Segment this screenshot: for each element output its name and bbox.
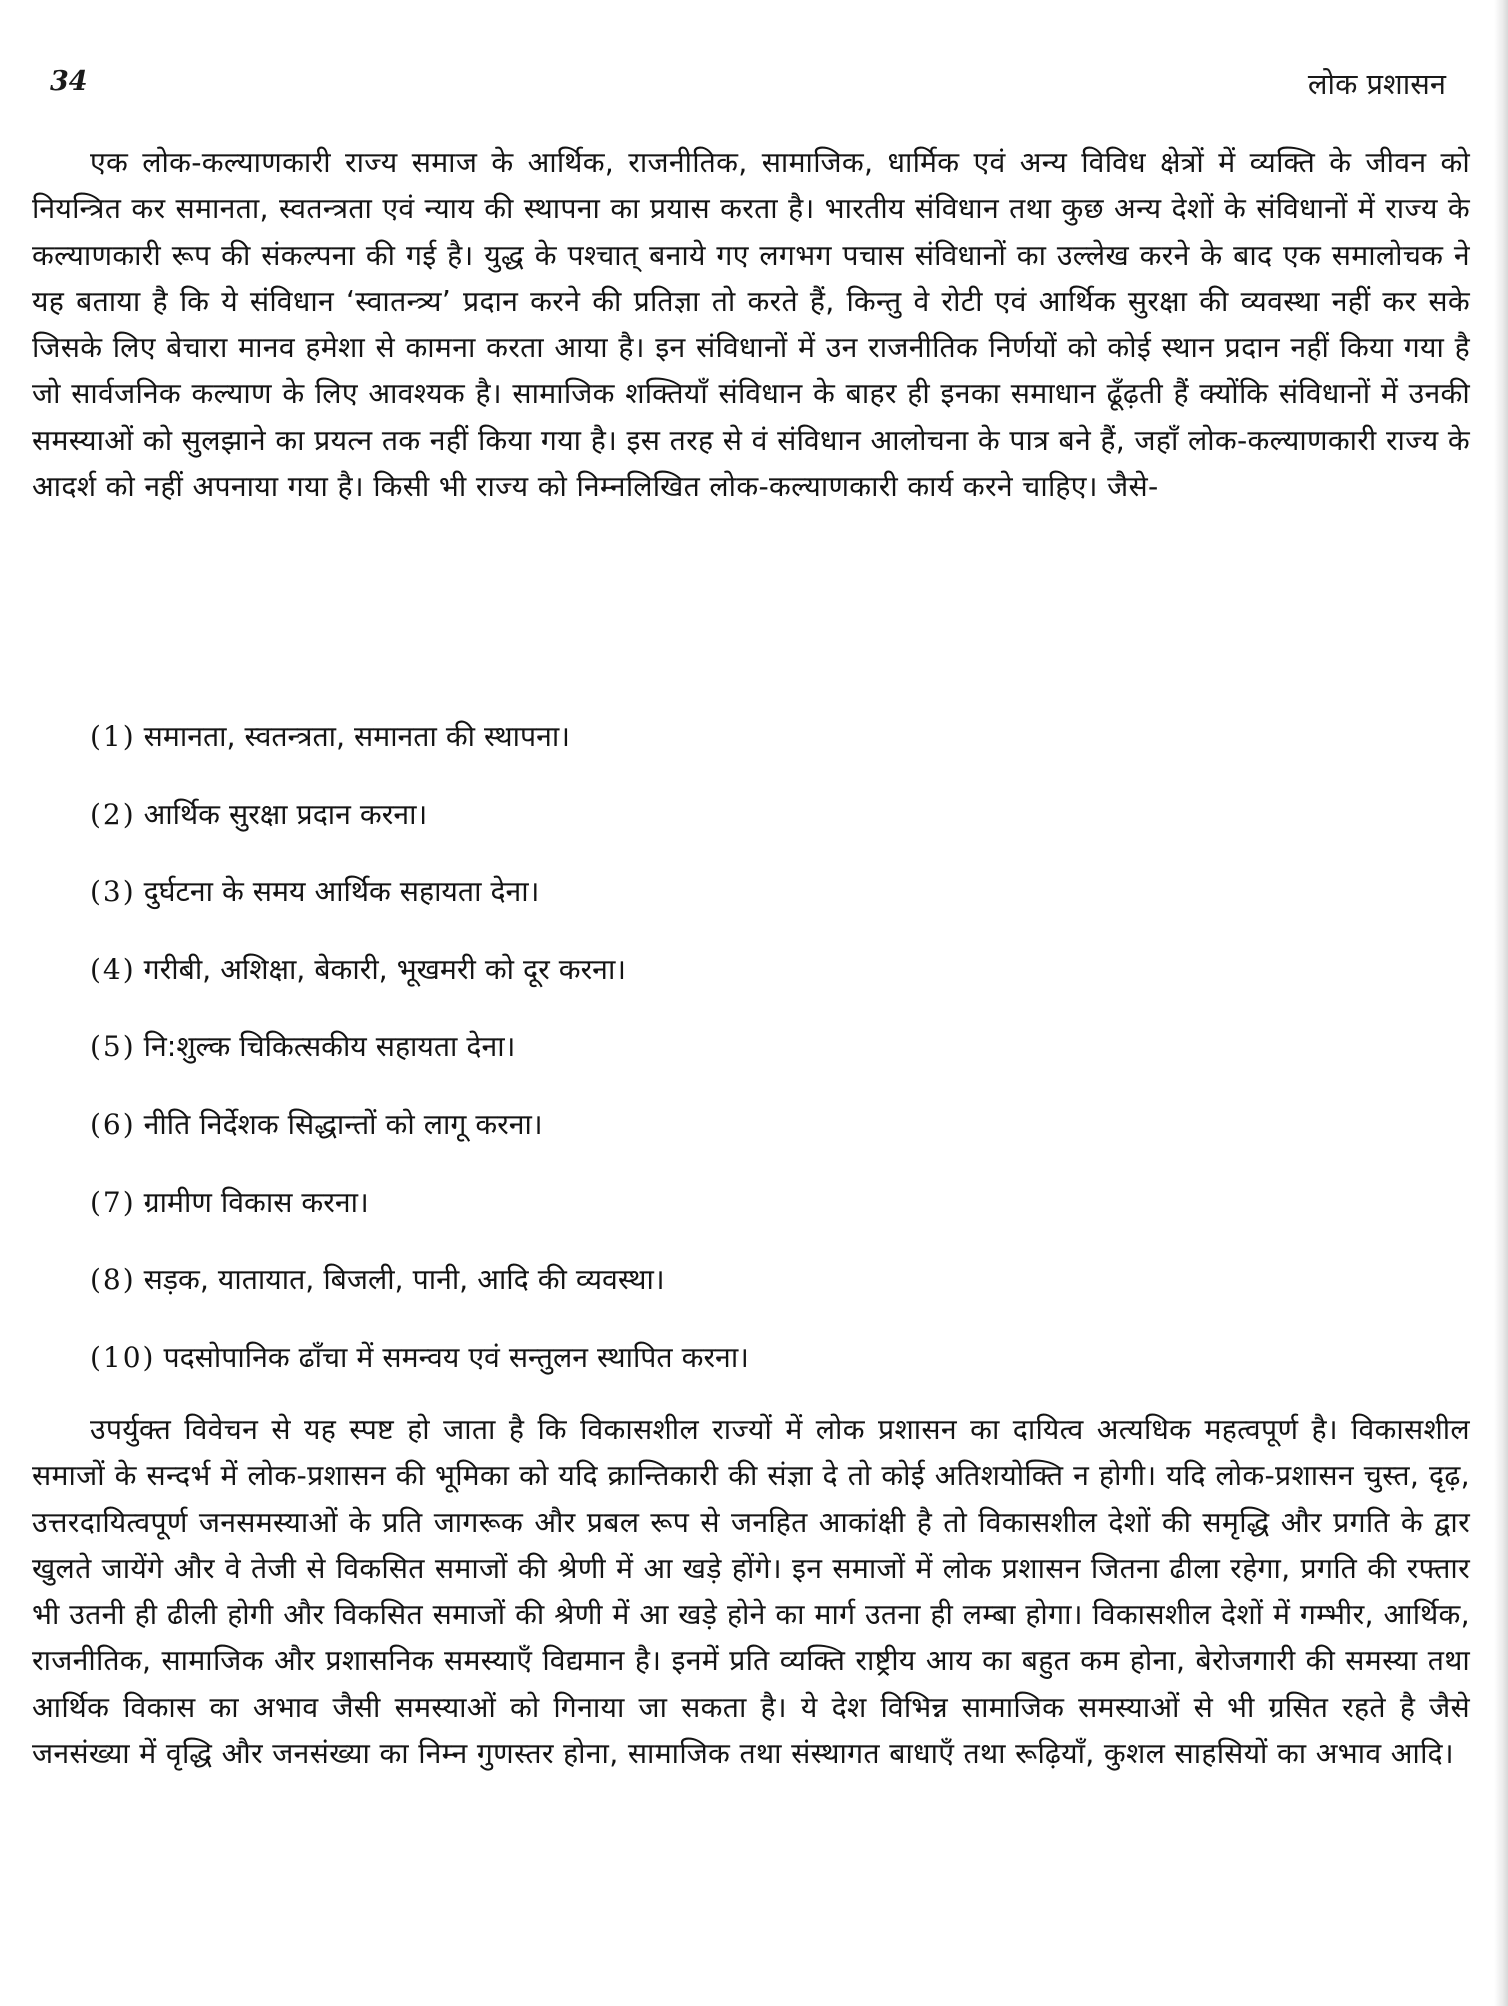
list-item — [90, 1180, 749, 1258]
list-item — [90, 1102, 749, 1180]
body-paragraph-2: उपर्युक्त विवेचन से यह स्पष्ट हो जाता है कि विकासशील राज्यों में लोक प्रशासन का दायित्व अत्यधिक महत्वपूर्ण है। विकासशील समाजों के सन्दर्भ में लोक-प्रशासन की भूमिका को यदि क्रान्तिकारी की संज्ञा दे तो कोई अतिशयोक्ति न होगी। यदि लोक-प्रशासन चुस्त, दृढ़, उत्तरदायित्वपूर्ण जनसमस्याओं के प्रति जागरूक और प्रबल रूप से जनहित आकांक्षी है तो विकासशील देशों की समृद्धि और प्रगति के द्वार खुलते जायेंगे और वे तेजी से विकसित समाजों की श्रेणी में आ खड़े होंगे। इन समाजों में लोक प्रशासन जितना ढीला रहेगा, प्रगति की रफ्तार भी उतनी ही ढीली होगी और विकसित समाजों की श्रेणी में आ खड़े होने का मार्ग उतना ही लम्बा होगा। विकासशील देशों में गम्भीर, आर्थिक, राजनीतिक, सामाजिक और प्रशासनिक समस्याएँ विद्यमान है। इनमें प्रति व्यक्ति राष्ट्रीय आय का बहुत कम होना, बेरोजगारी की समस्या तथा आर्थिक विकास का अभाव जैसी समस्याओं को गिनाया जा सकता है। ये देश विभिन्न सामाजिक समस्याओं से भी ग्रसित रहते है जैसे जनसंख्या में वृद्धि और जनसंख्या का निम्न गुणस्तर होना, सामाजिक तथा संस्थागत बाधाएँ तथा रूढ़ियाँ, कुशल साहसियों का अभाव आदि। — [32, 1413, 1470, 1771]
list-item-number: (6) — [90, 1107, 136, 1141]
list-item-number: (4) — [90, 952, 136, 986]
page-number: 34 — [50, 66, 88, 97]
list-item — [90, 714, 749, 792]
running-header-title: लोक प्रशासन — [1307, 67, 1446, 101]
list-item — [90, 792, 749, 870]
welfare-functions-list — [90, 714, 749, 1412]
list-item — [90, 1257, 749, 1335]
list-item — [90, 1024, 749, 1102]
list-item-text: नीति निर्देशक सिद्धान्तों को लागू करना। — [143, 1107, 543, 1141]
list-item-text: गरीबी, अशिक्षा, बेकारी, भूखमरी को दूर करना। — [143, 952, 627, 986]
list-item-number: (10) — [90, 1340, 156, 1374]
list-item-number: (3) — [90, 875, 136, 909]
list-item-text: नि:शुल्क चिकित्सकीय सहायता देना। — [143, 1030, 516, 1064]
list-item-text: ग्रामीण विकास करना। — [143, 1185, 369, 1219]
body-paragraph-1: एक लोक-कल्याणकारी राज्य समाज के आर्थिक, राजनीतिक, सामाजिक, धार्मिक एवं अन्य विविध क्षेत्रों में व्यक्ति के जीवन को नियन्त्रित कर समानता, स्वतन्त्रता एवं न्याय की स्थापना का प्रयास करता है। भारतीय संविधान तथा कुछ अन्य देशों के संविधानों में राज्य के कल्याणकारी रूप की संकल्पना की गई है। युद्ध के पश्चात् बनाये गए लगभग पचास संविधानों का उल्लेख करने के बाद एक समालोचक ने यह बताया है कि ये संविधान ‘स्वातन्त्र्य’ प्रदान करने की प्रतिज्ञा तो करते हैं, किन्तु वे रोटी एवं आर्थिक सुरक्षा की व्यवस्था नहीं कर सके जिसके लिए बेचारा मानव हमेशा से कामना करता आया है। इन संविधानों में उन राजनीतिक निर्णयों को कोई स्थान प्रदान नहीं किया गया है जो सार्वजनिक कल्याण के लिए आवश्यक है। सामाजिक शक्तियाँ संविधान के बाहर ही इनका समाधान ढूँढ़ती हैं क्योंकि संविधानों में उनकी समस्याओं को सुलझाने का प्रयत्न तक नहीं किया गया है। इस तरह से वं संविधान आलोचना के पात्र बने हैं, जहाँ लोक-कल्याणकारी राज्य के आदर्श को नहीं अपनाया गया है। किसी भी राज्य को निम्नलिखित लोक-कल्याणकारी कार्य करने चाहिए। जैसे- — [32, 146, 1470, 504]
list-item-text: सड़क, यातायात, बिजली, पानी, आदि की व्यवस्था। — [143, 1263, 665, 1297]
page-edge-shadow — [1494, 0, 1508, 2006]
list-item — [90, 869, 749, 947]
list-item-number: (5) — [90, 1030, 136, 1064]
list-item-text: दुर्घटना के समय आर्थिक सहायता देना। — [143, 875, 540, 909]
list-item — [90, 1335, 749, 1413]
list-item-text: समानता, स्वतन्त्रता, समानता की स्थापना। — [143, 720, 571, 753]
list-item-number: (8) — [90, 1263, 136, 1297]
list-item-number: (1) — [90, 720, 136, 753]
list-item-text: आर्थिक सुरक्षा प्रदान करना। — [143, 797, 428, 831]
list-item-number: (7) — [90, 1185, 136, 1219]
list-item-number: (2) — [90, 797, 136, 831]
list-item-text: पदसोपानिक ढाँचा में समन्वय एवं सन्तुलन स्थापित करना। — [163, 1340, 749, 1374]
list-item — [90, 947, 749, 1025]
